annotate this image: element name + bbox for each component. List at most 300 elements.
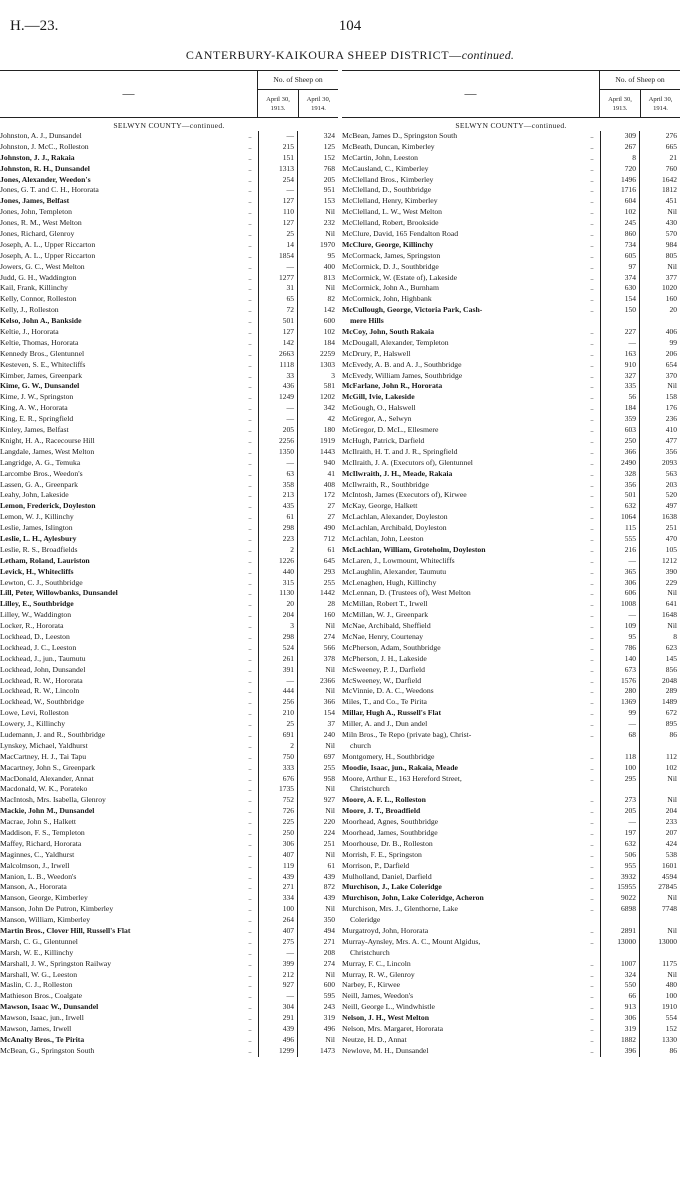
sheep-1913: 444 [258,686,298,697]
sheep-1913: 324 [600,970,640,981]
sheep-1914: 563 [665,468,677,478]
owner-name-text: Kail, Frank, Killinchy [0,283,68,293]
owner-name-text: Jones, James, Belfast [0,196,70,206]
owner-name-text: Moore, Arthur E., 163 Hereford Street, [342,773,462,783]
leader-dots: .. [590,295,594,304]
table-row [0,926,338,937]
sheep-1914: 153 [323,196,335,206]
owner-name [342,665,584,676]
owner-name [0,610,242,621]
owner-name [0,567,242,578]
leader-dots: .. [590,709,594,718]
sheep-1914: 4594 [662,871,677,881]
sheep-1913: 119 [258,861,298,872]
leader-dots: .. [590,436,594,445]
sheep-1913: 20 [258,599,298,610]
sheep-1913: — [600,610,640,621]
owner-name [0,839,242,850]
leader-dots: .. [248,905,252,914]
owner-name [342,763,584,774]
sheep-1913: 99 [600,708,640,719]
sheep-1914: 350 [323,915,335,925]
table-row [0,915,338,926]
sheep-1913: 295 [600,774,640,785]
table-row [342,556,680,567]
sheep-1913: 25 [258,229,298,240]
table-row [342,980,680,991]
leader-dots: .. [248,382,252,391]
owner-name [0,893,242,904]
leader-dots: .. [590,861,594,870]
sheep-1913: 163 [600,349,640,360]
table-row [342,523,680,534]
leader-dots: .. [590,894,594,903]
sheep-1913: 506 [600,850,640,861]
sheep-1914: 240 [323,729,335,739]
owner-name [0,458,242,469]
owner-name [0,850,242,861]
table-row [342,534,680,545]
table-row [0,164,338,175]
sheep-1914: 570 [665,229,677,239]
sheep-1913: — [258,185,298,196]
owner-name [0,392,242,403]
leader-dots: .. [248,251,252,260]
owner-name-text: Leahy, John, Lakeside [0,490,69,500]
leader-dots: .. [590,382,594,391]
owner-name [342,185,584,196]
sheep-1913: 256 [258,697,298,708]
table-row [342,185,680,196]
table-row [342,349,680,360]
leader-dots: .. [590,654,594,663]
table-row [342,795,680,806]
table-title-suffix: continued. [461,48,515,62]
table-row [0,414,338,425]
owner-name-text: Moorhead, James, Southbridge [342,828,438,837]
sheep-1913: 264 [258,915,298,926]
owner-name [342,207,584,218]
owner-name-text: McDrury, P., Halswell [342,348,411,358]
leader-dots: .. [590,796,594,805]
table-row [0,795,338,806]
sheep-1914: 220 [323,817,335,827]
sheep-1914: 21 [669,152,677,162]
sheep-1913: 439 [258,872,298,883]
table-row [342,915,680,926]
table-row [342,251,680,262]
leader-dots: .. [590,1046,594,1055]
sheep-1914: 958 [323,773,335,783]
owner-name-text: McClelland, Henry, Kimberley [342,196,438,206]
owner-name-text: McCausland, C., Kimberley [342,163,429,173]
owner-name [342,175,584,186]
owner-name-text: McClure, George, Killinchy [342,239,434,249]
leader-dots: .. [248,850,252,859]
table-row [0,556,338,567]
table-row [0,371,338,382]
leader-dots: .. [248,132,252,140]
leader-dots: .. [248,328,252,337]
owner-name [0,229,242,240]
leader-dots: .. [590,284,594,293]
sheep-1914: 480 [665,980,677,990]
sheep-1913: 1249 [258,392,298,403]
owner-name-text: Lill, Peter, Willowbanks, Dunsandel [0,588,118,598]
leader-dots: .. [590,447,594,456]
sheep-1913: — [600,719,640,730]
owner-name-text: Mackie, John M., Dunsandel [0,806,95,816]
sheep-1914: Nil [667,207,677,217]
sheep-1913: 366 [600,447,640,458]
sheep-1913 [600,784,640,795]
table-row [0,480,338,491]
sheep-1913: 115 [600,523,640,534]
leader-dots: .. [248,654,252,663]
sheep-1913: 250 [258,828,298,839]
owner-name [0,915,242,926]
owner-name-text: McClelland, L. W., West Melton [342,207,443,217]
owner-name [0,643,242,654]
owner-name [0,741,242,752]
table-row [342,893,680,904]
sheep-1914: 712 [323,533,335,543]
owner-name-text: Lockhead, D., Leeston [0,631,70,641]
sheep-1914: 271 [323,936,335,946]
leader-dots: .. [248,763,252,772]
owner-name-text: Locker, R., Hororata [0,621,64,631]
leader-dots: .. [590,142,594,151]
owner-name [342,632,584,643]
table-row [342,283,680,294]
sheep-1913: 298 [258,523,298,534]
sheep-1913: 25 [258,719,298,730]
owner-name [342,294,584,305]
owner-name-text: Neutze, H. D., Annat [342,1034,407,1044]
owner-name-text: Maginnes, C., Yaldhurst [0,849,75,859]
sheep-1913: 95 [600,632,640,643]
leader-dots: .. [248,916,252,925]
table-row [0,490,338,501]
leader-dots: .. [590,556,594,565]
owner-name-text: McSweeney, W., Darfield [342,675,422,685]
sheep-1914: 236 [665,414,677,424]
sheep-1913: 676 [258,774,298,785]
table-row [0,273,338,284]
owner-name [342,861,584,872]
sheep-1913: 734 [600,240,640,251]
leader-dots: .. [248,295,252,304]
leader-dots: .. [590,839,594,848]
sheep-1913: — [258,414,298,425]
leader-dots: .. [248,480,252,489]
owner-name-text: Moorhouse, Dr. B., Rolleston [342,838,433,848]
leader-dots: .. [590,230,594,239]
owner-name [0,654,242,665]
owner-name-text: McBean, G., Springston South [0,1045,95,1055]
sheep-1914: 206 [665,348,677,358]
sheep-1914: 27 [327,501,335,511]
sheep-1914: 1638 [662,512,677,522]
sheep-1914: 324 [323,131,335,140]
sheep-1913: 3932 [600,872,640,883]
owner-name-text: Millar, Hugh A., Russell's Flat [342,708,442,718]
sheep-count-label: No. of Sheep on [600,71,680,90]
sheep-1913: — [600,556,640,567]
leader-dots: .. [248,219,252,228]
owner-name-text: Murray, F. C., Lincoln [342,958,411,968]
table-row [0,567,338,578]
sheep-1914: 41 [327,468,335,478]
sheep-1914: 293 [323,566,335,576]
sheep-1914: 319 [323,1013,335,1023]
owner-name [0,469,242,480]
sheep-1913: 1350 [258,447,298,458]
table-row [342,937,680,948]
table-row [342,360,680,371]
owner-name [342,839,584,850]
owner-name-text: McAnalty Bros., Te Pirita [0,1034,85,1044]
year-1914-heading: April 30, 1914. [640,90,680,117]
leader-dots: .. [590,872,594,881]
sheep-1913: 1130 [258,588,298,599]
owner-name-text: Marsh, W. E., Killinchy [0,947,74,957]
owner-name-text: McIlwraith, R., Southbridge [342,479,429,489]
owner-name-text: Miles, T., and Co., Te Pirita [342,697,427,707]
owner-name-text: Lewton, C. J., Southbridge [0,577,83,587]
leader-dots: .. [590,970,594,979]
owner-name-text: Levick, H., Whitecliffs [0,566,74,576]
table-row [342,338,680,349]
leader-dots: .. [248,230,252,239]
owner-name-text: Morrison, P., Darfield [342,860,410,870]
owner-name [342,708,584,719]
owner-name [342,392,584,403]
table-row [342,294,680,305]
sheep-1914: 470 [665,533,677,543]
sheep-1914: 490 [323,523,335,533]
table-row [0,196,338,207]
table-row [0,763,338,774]
leader-dots: .. [590,360,594,369]
table-row [342,414,680,425]
owner-name [0,480,242,491]
table-row [0,131,338,142]
sheep-1913: — [258,262,298,273]
owner-name-text: Lockhead, W., Southbridge [0,697,84,707]
table-row [342,806,680,817]
owner-name-text: Miller, A. and J., Dun andel [342,719,428,729]
sheep-1913: 127 [258,218,298,229]
owner-name-text: MacDonald, Alexander, Annat [0,773,94,783]
right-column-header [342,70,680,118]
sheep-1914: Nil [667,773,677,783]
table-row [0,599,338,610]
owner-name-text: McLachlan, William, Groteholm, Doyleston [342,544,486,554]
sheep-1914: 940 [323,457,335,467]
owner-name [342,316,584,327]
owner-name-text: King, E. R., Springfield [0,414,74,424]
table-row [342,599,680,610]
leader-dots: .. [590,611,594,620]
sheep-1914: Nil [325,806,335,816]
table-row [0,305,338,316]
leader-dots: .. [590,763,594,772]
owner-name-text: McIlraith, J. A. (Executors of), Glentunnel [342,457,473,467]
owner-name [342,784,584,795]
sheep-1914: 370 [665,370,677,380]
table-row [0,730,338,741]
sheep-1913: 8 [600,153,640,164]
leader-dots: .. [590,513,594,522]
table-row [0,1013,338,1024]
sheep-1914: 1443 [320,446,335,456]
sheep-1914: Nil [667,261,677,271]
owner-name [0,904,242,915]
owner-name [342,774,584,785]
sheep-1913: 1854 [258,251,298,262]
sheep-1913: 399 [258,959,298,970]
sheep-1914: Nil [667,893,677,903]
sheep-1913: 673 [600,665,640,676]
owner-name-text: Larcombe Bros., Weedon's [0,468,83,478]
owner-name [0,447,242,458]
owner-name [0,588,242,599]
sheep-1914: 1601 [662,860,677,870]
sheep-1914: 600 [323,980,335,990]
owner-name-text: Lynskey, Michael, Yaldhurst [0,740,88,750]
owner-name-text: Kelly, J., Rolleston [0,305,59,315]
sheep-1914: Nil [667,795,677,805]
leader-dots [584,741,600,752]
table-row [342,262,680,273]
sheep-1913: 261 [258,654,298,665]
sheep-1914: Nil [325,784,335,794]
sheep-1914: 142 [323,305,335,315]
leader-dots: .. [248,676,252,685]
leader-dots: .. [248,175,252,184]
sheep-1913: 205 [600,806,640,817]
leader-dots: .. [248,741,252,750]
leader-dots: .. [248,992,252,1001]
table-row [0,240,338,251]
owner-name-text: Lockhead, R. W., Hororata [0,675,83,685]
table-row [0,545,338,556]
owner-name [0,719,242,730]
table-row [342,817,680,828]
table-row [0,501,338,512]
owner-name-text: Miln Bros., Te Repo (private bag), Christ- [342,729,472,739]
leader-dots: .. [590,545,594,554]
owner-name [342,719,584,730]
owner-name-text: Joseph, A. L., Upper Riccarton [0,239,96,249]
table-row [0,882,338,893]
leader-dots: .. [590,578,594,587]
owner-name-text: Maslin, C. J., Rolleston [0,980,73,990]
owner-name-text: Joseph, A. L., Upper Riccarton [0,250,96,260]
owner-name-text: Montgomery, H., Southbridge [342,751,435,761]
owner-name [342,338,584,349]
sheep-1914: 390 [665,566,677,576]
owner-name-text: Murchison, Mrs. J., Glenthorne, Lake [342,904,458,914]
sheep-1913: 273 [600,795,640,806]
table-row [342,904,680,915]
sheep-1914: 160 [323,610,335,620]
leader-dots: .. [590,1035,594,1044]
sheep-1914: 2366 [320,675,335,685]
sheep-1913: 9022 [600,893,640,904]
sheep-1914: 378 [323,653,335,663]
sheep-1914: 406 [665,327,677,337]
owner-name-text: Macrae, John S., Halkett [0,817,77,827]
sheep-1914: 439 [323,893,335,903]
leader-dots: .. [248,186,252,195]
owner-name-text: Ludemann, J. and R., Southbridge [0,729,106,739]
owner-name-text: McLachlan, Alexander, Doyleston [342,512,448,522]
owner-name-text: Mawson, Isaac, jun., Irwell [0,1013,84,1023]
sheep-count-heading [600,71,680,117]
leader-dots: .. [590,698,594,707]
table-row [0,588,338,599]
owner-name-text: Manson, George, Kimberley [0,893,88,903]
sheep-1913: 2256 [258,436,298,447]
table-row [342,403,680,414]
table-row [0,708,338,719]
sheep-1914: 105 [665,544,677,554]
table-row [0,904,338,915]
sheep-1914: Nil [325,207,335,217]
owner-name [342,273,584,284]
owner-name-text: Lassen, G. A., Greenpark [0,479,78,489]
owner-name [342,654,584,665]
sheep-1914: 255 [323,577,335,587]
sheep-1913: 1576 [600,676,640,687]
leader-dots: .. [590,469,594,478]
leader-dots: .. [248,861,252,870]
table-row [342,839,680,850]
sheep-1914: 430 [665,218,677,228]
sheep-1913: 1313 [258,164,298,175]
leader-dots: .. [248,829,252,837]
sheep-1914: 274 [323,958,335,968]
table-row [0,643,338,654]
table-row [342,741,680,752]
owner-name [342,381,584,392]
leader-dots: .. [590,643,594,652]
owner-name-text: Morrish, F. E., Springston [342,849,422,859]
owner-name [342,610,584,621]
table-row [0,142,338,153]
owner-name [0,632,242,643]
leader-dots: .. [590,807,594,816]
owner-name [342,578,584,589]
table-row [342,305,680,316]
sheep-1914: 28 [327,599,335,609]
table-row [342,752,680,763]
table-row [0,806,338,817]
leader-dots: .. [590,774,594,783]
sheep-1913: 752 [258,795,298,806]
owner-name-text: Kinley, James, Belfast [0,425,69,435]
owner-name-text: Judd, G. H., Waddington [0,272,77,282]
table-row [342,784,680,795]
table-row [0,828,338,839]
leader-dots: .. [590,589,594,598]
owner-name-text: Johnston, R. H., Dunsandel [0,163,90,173]
running-header [10,18,690,44]
table-title-main: CANTERBURY-KAIKOURA SHEEP DISTRICT— [185,48,462,62]
owner-name-text: Moorhead, Agnes, Southbridge [342,817,439,827]
